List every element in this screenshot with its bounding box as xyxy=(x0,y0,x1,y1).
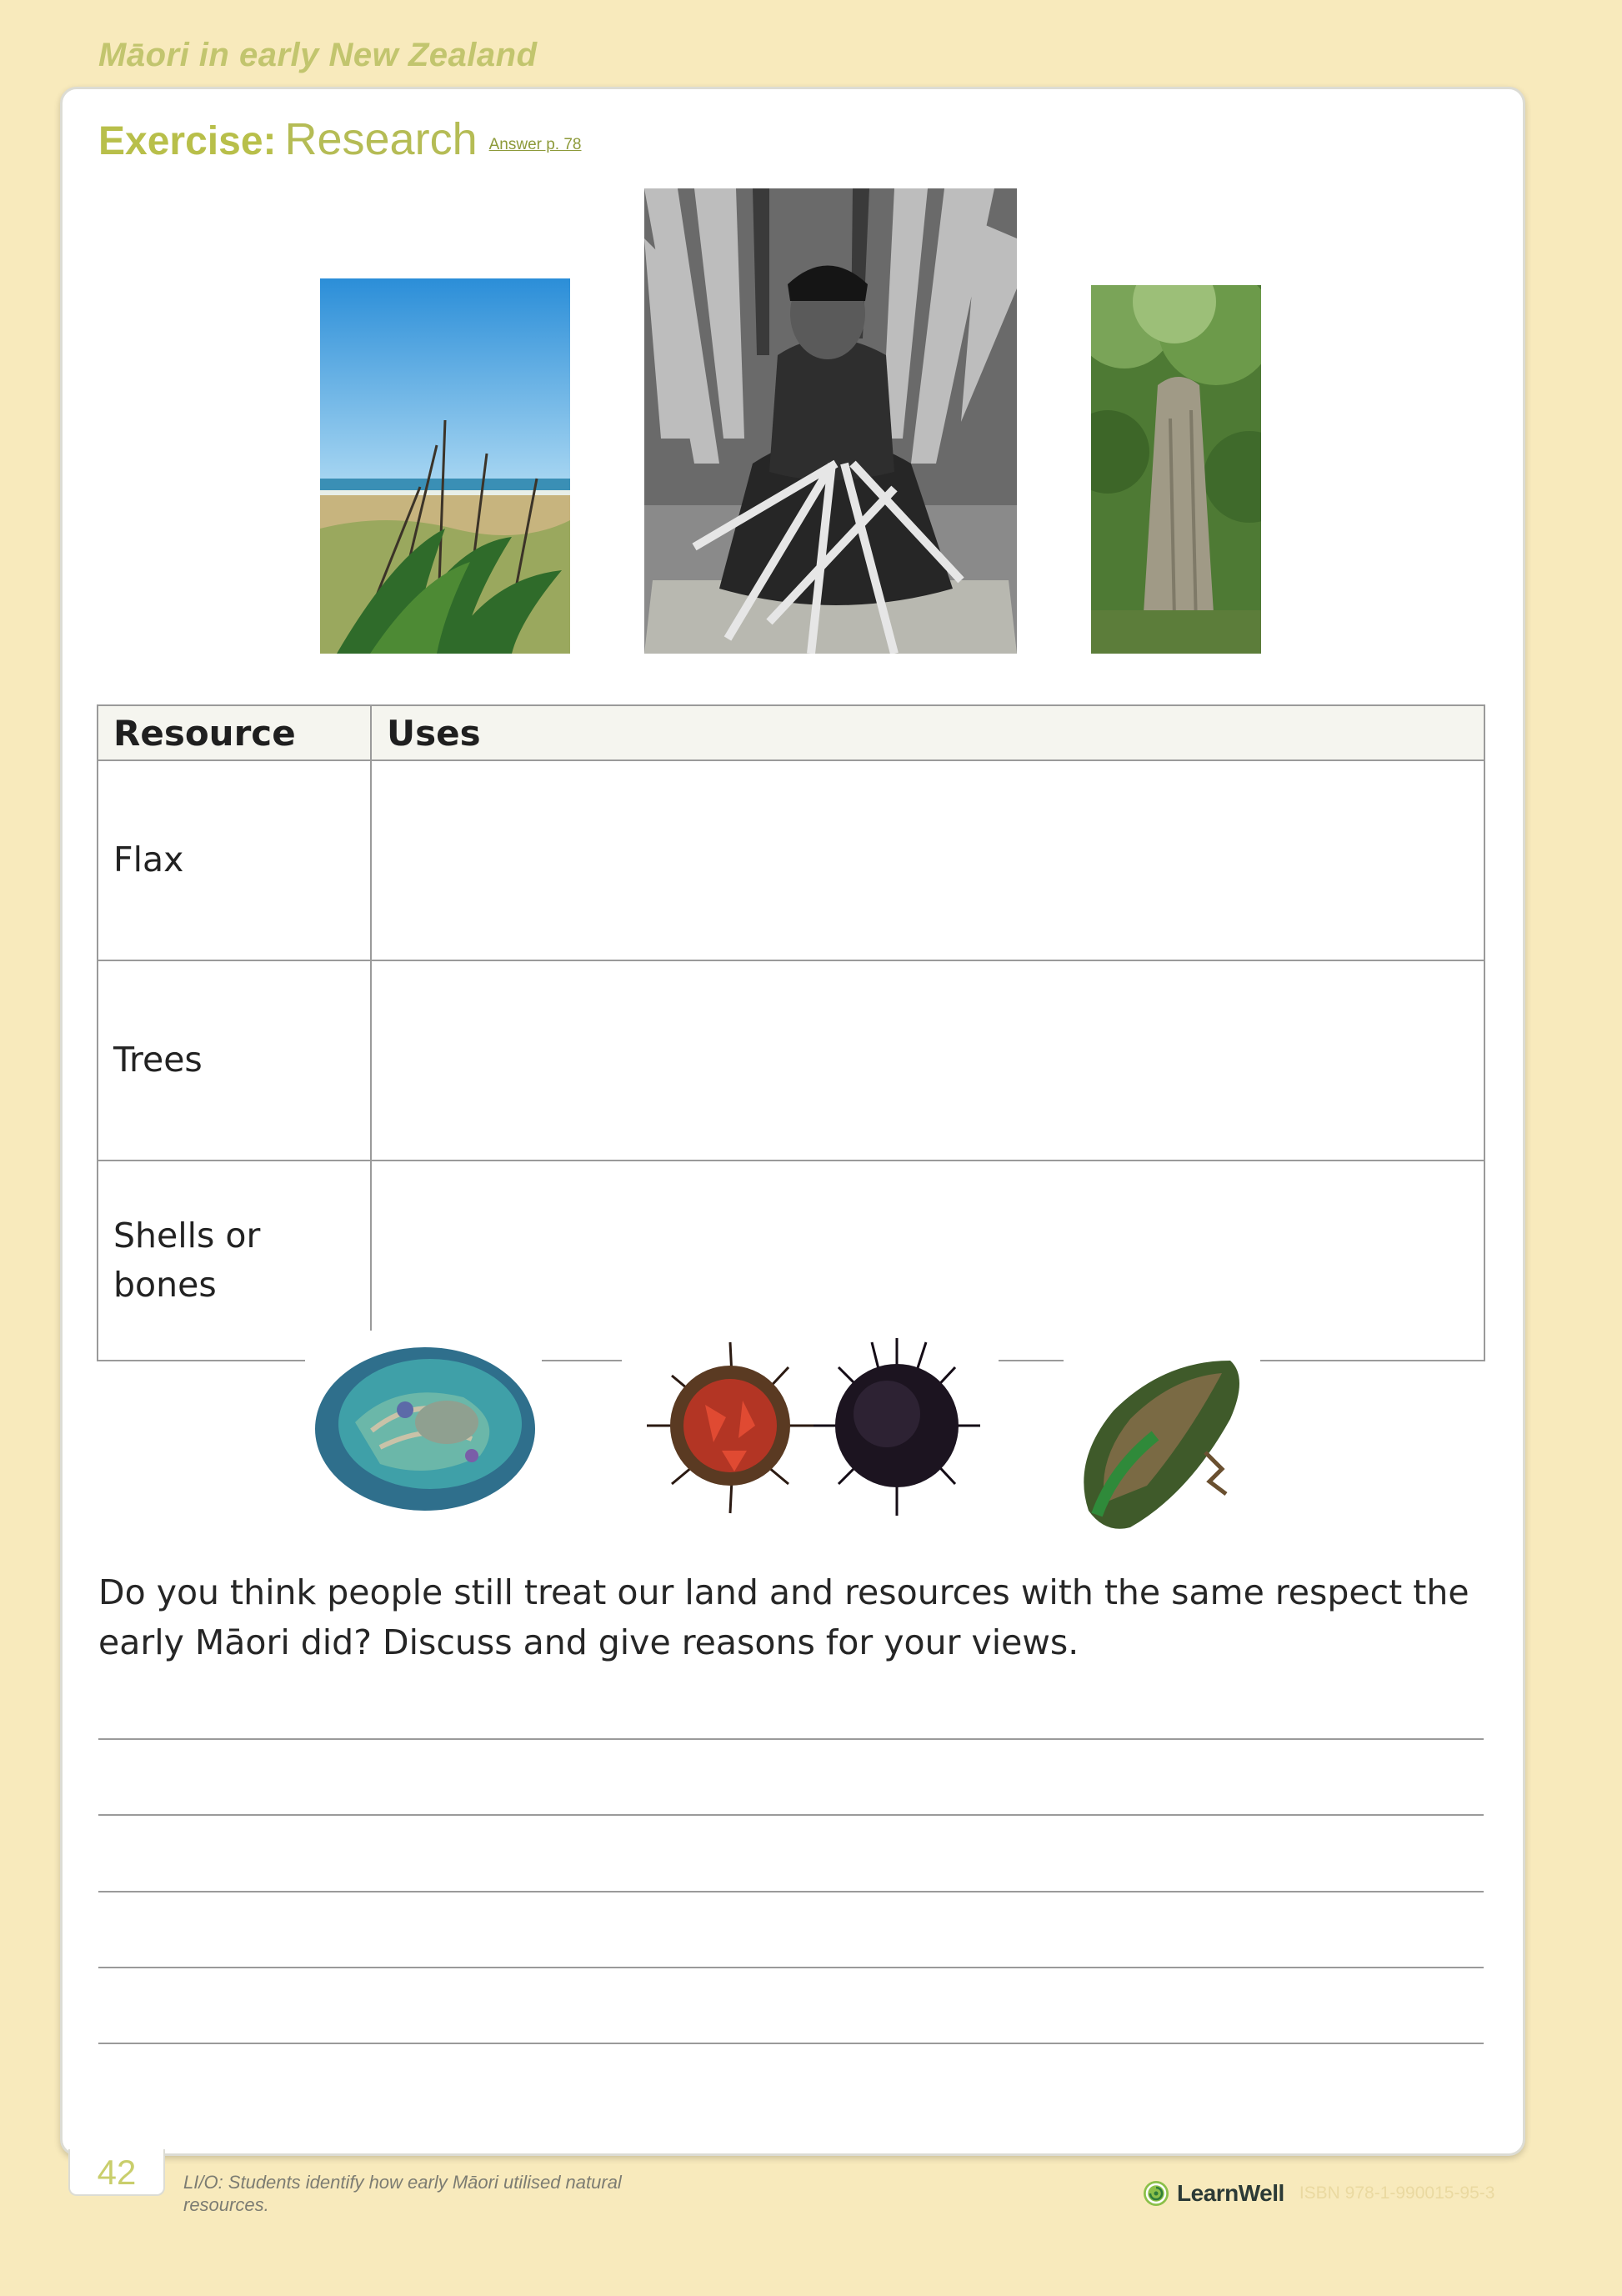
resource-cell xyxy=(98,960,371,1161)
resource-name: Shells or bones xyxy=(113,1215,261,1305)
table-row xyxy=(98,960,1484,1161)
section-title: Māori in early New Zealand xyxy=(98,37,538,73)
mussel-photo xyxy=(1064,1344,1260,1537)
flax-photo xyxy=(320,278,570,654)
kina-photo xyxy=(622,1326,999,1522)
answer-line[interactable] xyxy=(98,1967,1484,1968)
resource-name: Trees xyxy=(113,1040,203,1080)
column-header-uses: Uses xyxy=(371,705,1484,760)
exercise-name: Research xyxy=(284,114,478,164)
exercise-label: Exercise: xyxy=(98,119,277,163)
answer-line[interactable] xyxy=(98,1814,1484,1816)
weaving-photo xyxy=(644,188,1017,654)
answer-line[interactable] xyxy=(98,1738,1484,1740)
learning-intention: LI/O: Students identify how early Māori utilised natural resources. xyxy=(183,2172,622,2215)
learnwell-spiral-icon xyxy=(1142,2179,1170,2208)
resource-name: Flax xyxy=(113,840,184,880)
brand-name: LearnWell xyxy=(1177,2180,1284,2206)
resource-cell xyxy=(98,760,371,960)
uses-answer-cell[interactable] xyxy=(371,760,1484,960)
answer-line[interactable] xyxy=(98,2043,1484,2044)
table-row xyxy=(98,760,1484,960)
publisher-brand xyxy=(1142,2179,1494,2208)
resource-table xyxy=(97,704,1485,1361)
kauri-tree-photo xyxy=(1091,285,1261,654)
uses-answer-cell[interactable] xyxy=(371,960,1484,1161)
paua-shell-photo xyxy=(305,1331,542,1519)
answer-reference-link[interactable]: Answer p. 78 xyxy=(488,135,582,153)
answer-line[interactable] xyxy=(98,1891,1484,1892)
page-number: 42 xyxy=(68,2149,165,2196)
exercise-heading xyxy=(98,113,582,165)
discussion-question: Do you think people still treat our land and resources with the same respect the early Māori did? Discuss and give reasons for your views. xyxy=(98,1572,1469,1662)
isbn: ISBN 978-1-990015-95-3 xyxy=(1299,2183,1495,2203)
column-header-resource: Resource xyxy=(98,705,371,760)
table-header-row xyxy=(98,705,1484,760)
